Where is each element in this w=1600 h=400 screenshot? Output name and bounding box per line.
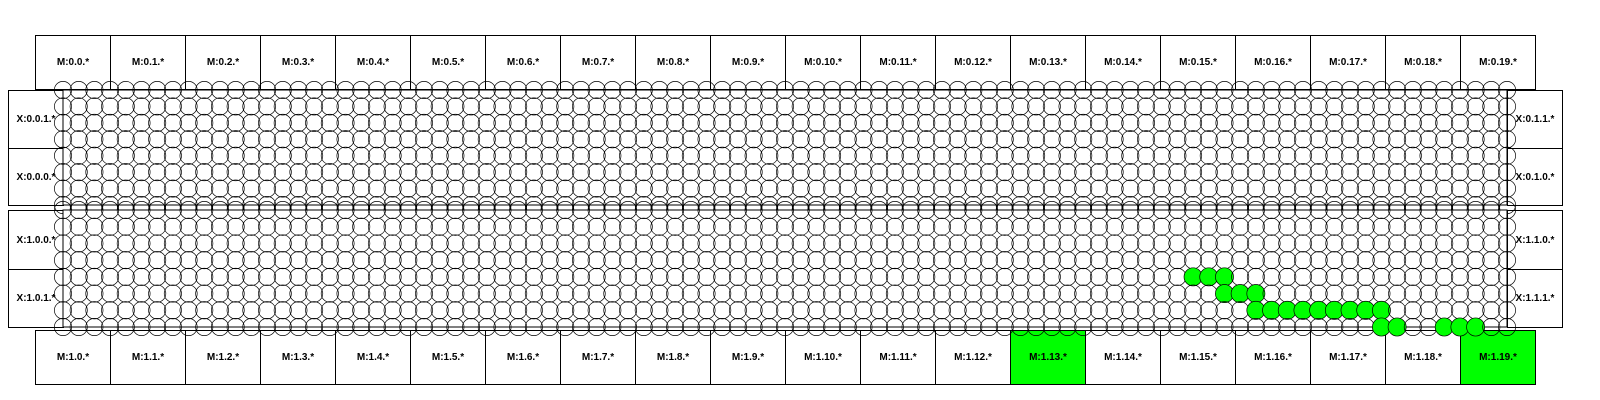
top-module-cell: M:0.3.* xyxy=(260,35,336,90)
top-module-cell: M:0.0.* xyxy=(35,35,111,90)
bottom-module-cell: M:1.6.* xyxy=(485,330,561,385)
bottom-module-cell: M:1.1.* xyxy=(110,330,186,385)
top-module-cell: M:0.12.* xyxy=(935,35,1011,90)
top-module-cell: M:0.18.* xyxy=(1385,35,1461,90)
bottom-module-cell: M:1.0.* xyxy=(35,330,111,385)
bottom-module-cell: M:1.18.* xyxy=(1385,330,1461,385)
top-module-cell: M:0.6.* xyxy=(485,35,561,90)
mesh-node-active xyxy=(1467,318,1485,336)
right-port-cell: X:0.1.1.* xyxy=(1507,90,1563,149)
top-module-cell: M:0.7.* xyxy=(560,35,636,90)
mesh-node-active xyxy=(1215,268,1233,286)
bottom-module-cell: M:1.19.* xyxy=(1460,330,1536,385)
mesh-node-active xyxy=(1388,318,1406,336)
bottom-module-cell: M:1.15.* xyxy=(1160,330,1236,385)
bottom-module-cell: M:1.5.* xyxy=(410,330,486,385)
mesh-node-active xyxy=(1247,285,1265,303)
top-module-cell: M:0.1.* xyxy=(110,35,186,90)
bottom-module-cell: M:1.2.* xyxy=(185,330,261,385)
top-module-cell: M:0.11.* xyxy=(860,35,936,90)
right-port-cell: X:1.1.0.* xyxy=(1507,210,1563,270)
bottom-module-cell: M:1.8.* xyxy=(635,330,711,385)
left-port-cell: X:0.0.1.* xyxy=(8,90,64,149)
top-module-cell: M:0.19.* xyxy=(1460,35,1536,90)
bottom-module-cell: M:1.3.* xyxy=(260,330,336,385)
bottom-module-cell: M:1.4.* xyxy=(335,330,411,385)
bottom-module-cell: M:1.17.* xyxy=(1310,330,1386,385)
bottom-module-cell: M:1.9.* xyxy=(710,330,786,385)
top-module-cell: M:0.10.* xyxy=(785,35,861,90)
top-module-cell: M:0.2.* xyxy=(185,35,261,90)
bottom-module-cell: M:1.12.* xyxy=(935,330,1011,385)
bottom-module-cell: M:1.11.* xyxy=(860,330,936,385)
top-module-cell: M:0.16.* xyxy=(1235,35,1311,90)
left-port-cell: X:0.0.0.* xyxy=(8,148,64,206)
bottom-module-cell: M:1.14.* xyxy=(1085,330,1161,385)
top-module-cell: M:0.9.* xyxy=(710,35,786,90)
bottom-module-cell: M:1.10.* xyxy=(785,330,861,385)
left-port-cell: X:1.0.1.* xyxy=(8,269,64,328)
mesh-node-active xyxy=(1372,301,1390,319)
bottom-module-cell: M:1.13.* xyxy=(1010,330,1086,385)
left-port-cell: X:1.0.0.* xyxy=(8,210,64,270)
top-module-cell: M:0.8.* xyxy=(635,35,711,90)
bottom-module-cell: M:1.16.* xyxy=(1235,330,1311,385)
top-module-cell: M:0.17.* xyxy=(1310,35,1386,90)
top-module-cell: M:0.4.* xyxy=(335,35,411,90)
right-port-cell: X:1.1.1.* xyxy=(1507,269,1563,328)
right-port-cell: X:0.1.0.* xyxy=(1507,148,1563,206)
bottom-module-cell: M:1.7.* xyxy=(560,330,636,385)
top-module-cell: M:0.15.* xyxy=(1160,35,1236,90)
top-module-cell: M:0.14.* xyxy=(1085,35,1161,90)
top-module-cell: M:0.5.* xyxy=(410,35,486,90)
top-module-cell: M:0.13.* xyxy=(1010,35,1086,90)
